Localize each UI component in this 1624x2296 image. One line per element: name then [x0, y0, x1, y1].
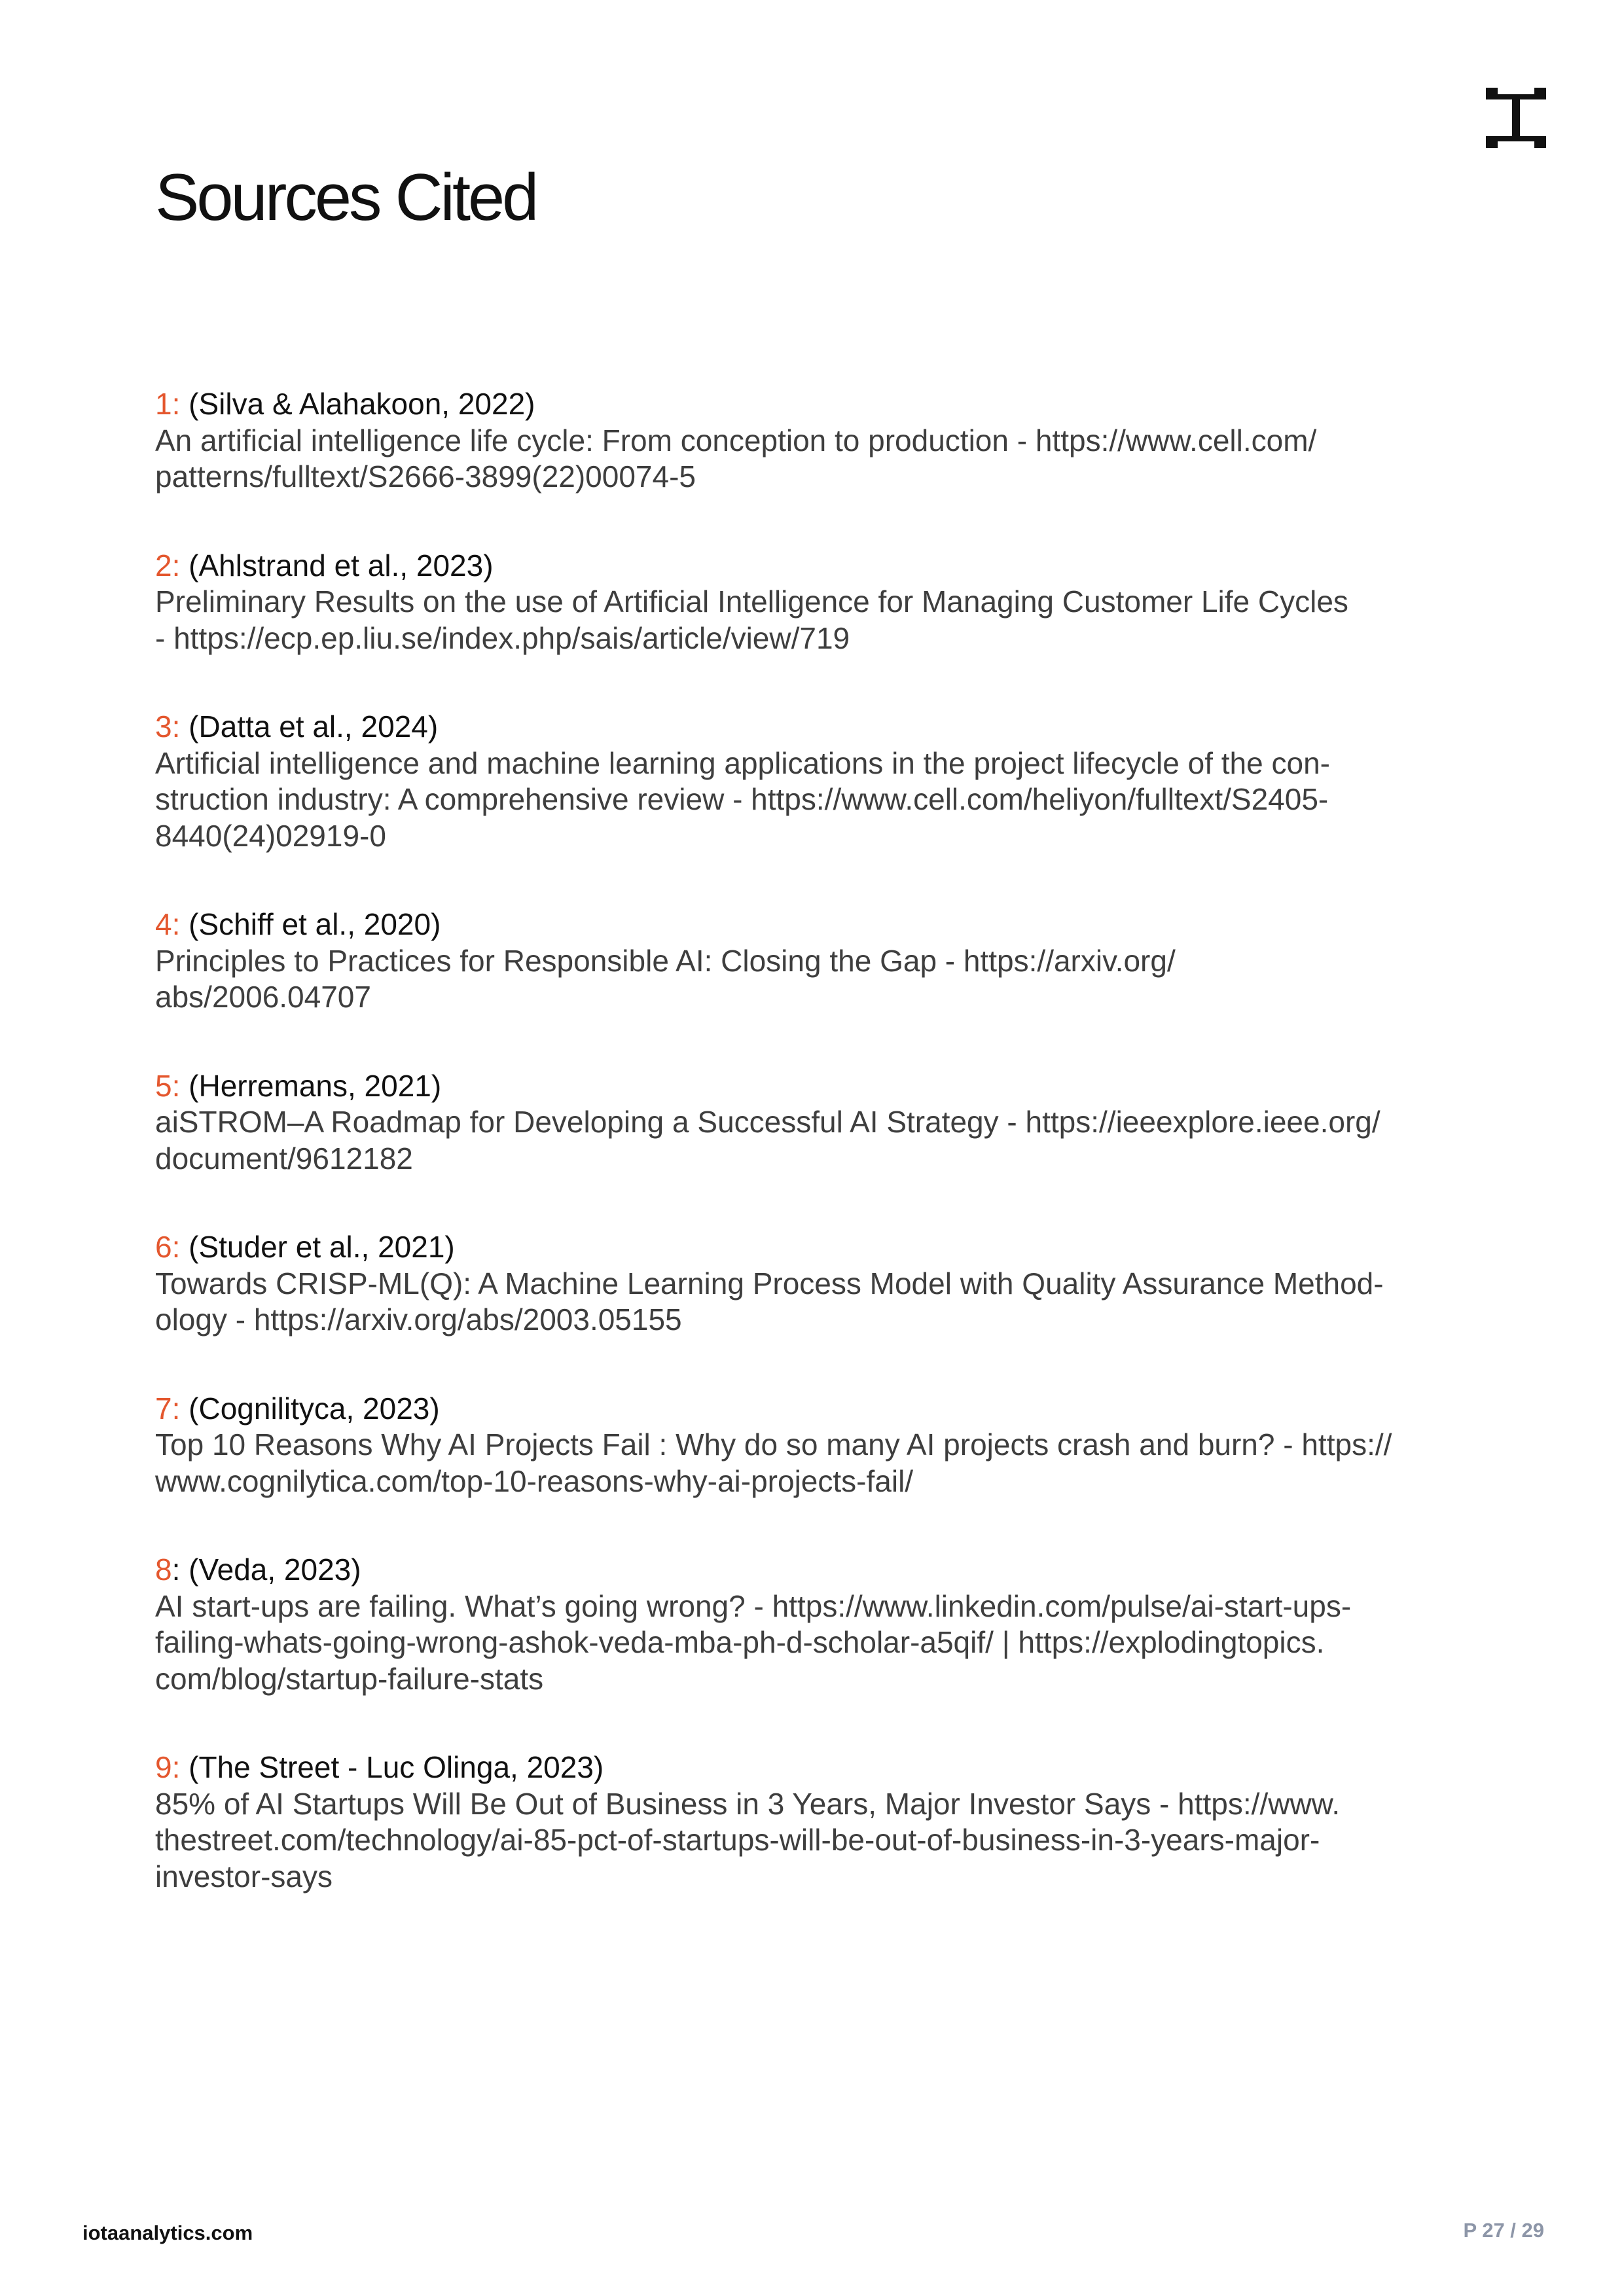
source-line: Preliminary Results on the use of Artificial Intelligence for Managing Customer Life Cycles: [155, 584, 1348, 619]
source-citation: (Datta et al., 2024): [189, 709, 439, 744]
footer-website-link[interactable]: iotaanalytics.com: [82, 2221, 253, 2244]
source-line: Artificial intelligence and machine learning applications in the project lifecycle of the con-: [155, 745, 1330, 780]
source-line: struction industry: A comprehensive review - https://www.cell.com/heliyon/fulltext/S2405-: [155, 782, 1329, 816]
source-citation: : (Veda, 2023): [171, 1552, 361, 1587]
source-description[interactable]: [155, 1588, 1471, 1698]
source-heading: [155, 1391, 1490, 1427]
source-line: AI start-ups are failing. What’s going wrong? - https://www.linkedin.com/pulse/ai-start-ups-: [155, 1588, 1352, 1623]
source-item-9: [155, 1749, 1490, 1895]
source-line: abs/2006.04707: [155, 980, 371, 1014]
source-heading: [155, 548, 1490, 584]
source-citation: (Cognilityca, 2023): [189, 1391, 440, 1426]
source-number: 5:: [155, 1068, 181, 1103]
source-line: 8440(24)02919-0: [155, 818, 386, 853]
source-line: - https://ecp.ep.liu.se/index.php/sais/article/view/719: [155, 620, 850, 655]
source-line: failing-whats-going-wrong-ashok-veda-mba-ph-d-scholar-a5qif/ | https://explodingtopics.: [155, 1625, 1325, 1659]
source-line: aiSTROM–A Roadmap for Developing a Successful AI Strategy - https://ieeexplore.ieee.org/: [155, 1105, 1380, 1139]
source-line: patterns/fulltext/S2666-3899(22)00074-5: [155, 459, 696, 493]
source-number: 4:: [155, 907, 181, 941]
source-number: 2:: [155, 548, 181, 583]
source-citation: (Herremans, 2021): [189, 1068, 442, 1103]
source-description[interactable]: [155, 1427, 1471, 1499]
source-item-3: [155, 709, 1490, 854]
source-line: com/blog/startup-failure-stats: [155, 1661, 544, 1696]
source-heading: [155, 709, 1490, 745]
source-number: 8: [155, 1552, 172, 1587]
source-heading: [155, 386, 1490, 423]
source-number: 1:: [155, 387, 181, 421]
source-line: Towards CRISP-ML(Q): A Machine Learning Process Model with Quality Assurance Method-: [155, 1266, 1384, 1300]
source-citation: (Silva & Alahakoon, 2022): [189, 387, 535, 421]
source-line: ology - https://arxiv.org/abs/2003.05155: [155, 1302, 682, 1336]
source-line: 85% of AI Startups Will Be Out of Business in 3 Years, Major Investor Says - https://www.: [155, 1786, 1341, 1821]
source-description[interactable]: [155, 1786, 1471, 1895]
source-citation: (Ahlstrand et al., 2023): [189, 548, 494, 583]
source-item-5: [155, 1068, 1490, 1177]
source-heading: [155, 1229, 1490, 1266]
source-line: Principles to Practices for Responsible AI: Closing the Gap - https://arxiv.org/: [155, 943, 1176, 978]
page-number: P 27 / 29: [1463, 2219, 1544, 2242]
source-description[interactable]: [155, 1104, 1471, 1177]
source-description[interactable]: [155, 745, 1471, 855]
source-description[interactable]: [155, 584, 1471, 656]
source-item-4: [155, 906, 1490, 1016]
source-line: An artificial intelligence life cycle: From conception to production - https://www.cell.com/: [155, 423, 1317, 457]
source-number: 9:: [155, 1750, 181, 1784]
source-item-1: [155, 386, 1490, 495]
source-heading: [155, 906, 1490, 943]
source-item-7: [155, 1391, 1490, 1500]
source-description[interactable]: [155, 423, 1471, 495]
source-citation: (Studer et al., 2021): [189, 1230, 455, 1264]
source-citation: (The Street - Luc Olinga, 2023): [189, 1750, 604, 1784]
bracket-logo-icon: [1486, 88, 1546, 148]
source-line: investor-says: [155, 1859, 333, 1893]
source-heading: [155, 1068, 1490, 1105]
source-line: document/9612182: [155, 1141, 413, 1175]
source-heading: [155, 1749, 1490, 1786]
source-line: Top 10 Reasons Why AI Projects Fail : Why do so many AI projects crash and burn? - https://: [155, 1427, 1392, 1462]
source-number: 7:: [155, 1391, 181, 1426]
source-item-6: [155, 1229, 1490, 1338]
source-description[interactable]: [155, 1266, 1471, 1338]
source-item-8: [155, 1552, 1490, 1697]
sources-list: [155, 386, 1490, 1947]
source-description[interactable]: [155, 943, 1471, 1016]
source-line: www.cognilytica.com/top-10-reasons-why-ai-projects-fail/: [155, 1463, 914, 1498]
source-number: 3:: [155, 709, 181, 744]
source-line: thestreet.com/technology/ai-85-pct-of-startups-will-be-out-of-business-in-3-years-major-: [155, 1823, 1320, 1857]
source-citation: (Schiff et al., 2020): [189, 907, 441, 941]
source-number: 6:: [155, 1230, 181, 1264]
source-item-2: [155, 548, 1490, 657]
source-heading: [155, 1552, 1490, 1588]
page-title: Sources Cited: [155, 161, 537, 234]
